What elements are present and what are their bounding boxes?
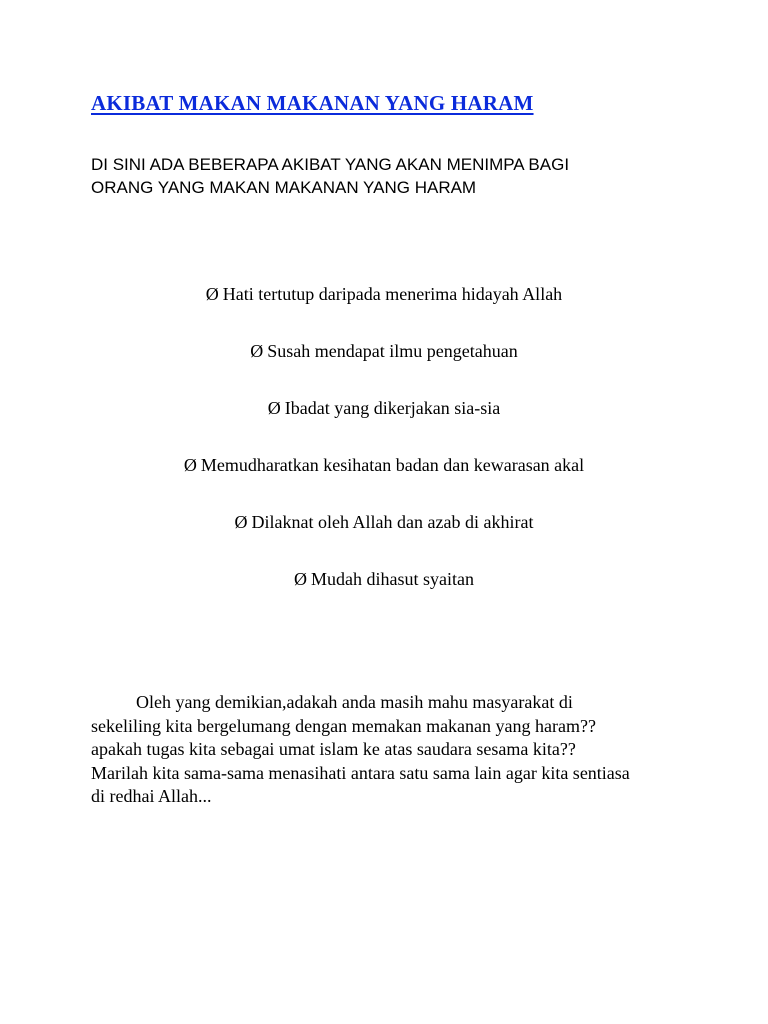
bullet-mark: Ø xyxy=(294,569,307,589)
list-item-text: Memudharatkan kesihatan badan dan kewarasan akal xyxy=(200,455,585,475)
closing-line: sekeliling kita bergelumang dengan memakan makanan yang haram?? xyxy=(91,715,596,736)
intro-paragraph xyxy=(91,153,691,199)
bullet-mark: Ø xyxy=(250,341,264,361)
list-item xyxy=(0,396,768,420)
closing-paragraph xyxy=(91,691,691,809)
list-item-text: Susah mendapat ilmu pengetahuan xyxy=(267,341,518,361)
bullet-mark: Ø xyxy=(183,455,197,475)
list-item-text: Mudah dihasut syaitan xyxy=(311,569,474,589)
closing-line: apakah tugas kita sebagai umat islam ke atas saudara sesama kita?? xyxy=(91,739,576,759)
list-item xyxy=(0,282,768,306)
list-item xyxy=(0,339,768,363)
list-item-text: Dilaknat oleh Allah dan azab di akhirat xyxy=(251,512,534,532)
bullet-mark: Ø xyxy=(205,284,219,304)
closing-line: Oleh yang demikian,adakah anda masih mahu masyarakat di xyxy=(136,692,573,712)
bullet-mark: Ø xyxy=(267,398,281,418)
intro-line: ORANG YANG MAKAN MAKANAN YANG HARAM xyxy=(91,178,477,197)
list-item xyxy=(0,510,768,534)
intro-line: DI SINI ADA BEBERAPA AKIBAT YANG AKAN MENIMPA BAGI xyxy=(91,155,570,174)
list-item-text: Hati tertutup daripada menerima hidayah Allah xyxy=(222,284,563,304)
list-item-text: Ibadat yang dikerjakan sia-sia xyxy=(284,398,501,418)
document-title-link[interactable]: AKIBAT MAKAN MAKANAN YANG HARAM xyxy=(91,91,534,115)
list-item xyxy=(0,567,768,591)
closing-line: Marilah kita sama-sama menasihati antara satu sama lain agar kita sentiasa xyxy=(91,762,630,783)
bullet-mark: Ø xyxy=(234,512,248,532)
list-item xyxy=(0,453,768,477)
closing-line: di redhai Allah... xyxy=(91,786,212,806)
